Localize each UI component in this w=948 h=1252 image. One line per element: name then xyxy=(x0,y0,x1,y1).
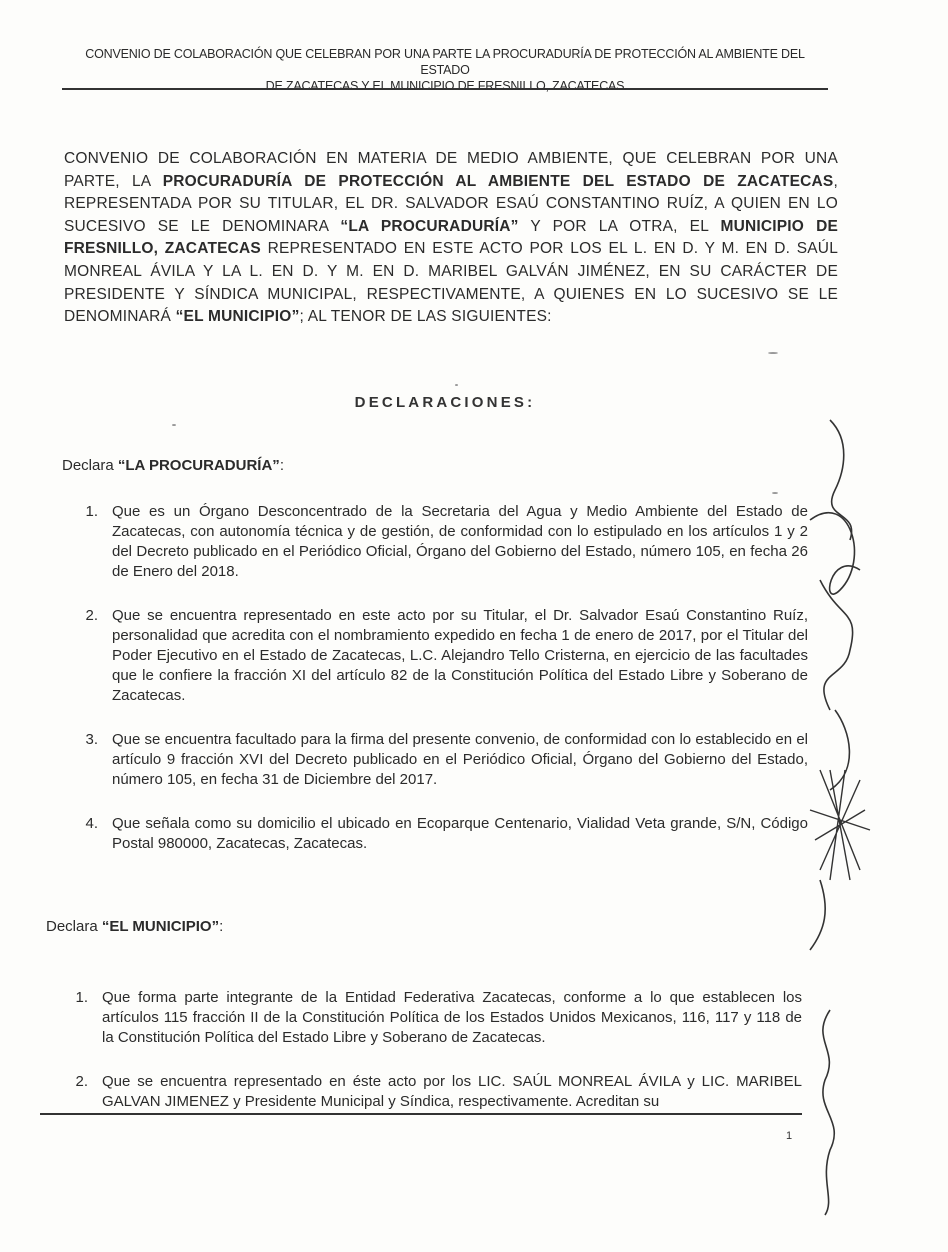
intro-bold-municipio-fresnillo: MUNICIPIO DE FRESNILLO, ZACATECAS xyxy=(64,217,838,258)
list-item xyxy=(72,502,808,582)
declaraciones-title: DECLARACIONES: xyxy=(354,394,536,411)
intro-bold-procuraduria: PROCURADURÍA DE PROTECCIÓN AL AMBIENTE DEL ESTADO DE ZACATECAS xyxy=(162,172,834,190)
item-number: 1. xyxy=(85,503,98,520)
scan-speck xyxy=(172,424,176,426)
item-text: Que se encuentra representado en éste acto por los LIC. SAÚL MONREAL ÁVILA y LIC. MARIBEL GALVAN JIMENEZ y Presidente Municipal y Síndica, respectivamente. Acreditan su xyxy=(102,1073,802,1110)
intro-paragraph xyxy=(64,148,838,329)
item-text: Que se encuentra facultado para la firma del presente convenio, de conformidad con lo establecido en el artículo 9 fracción XVI del Decreto publicado en el Periódico Oficial, Órgano del Gobierno del Estado, número 105, en fecha 31 de Diciembre del 2017. xyxy=(112,731,808,788)
list-item xyxy=(72,730,808,790)
declara-prefix: Declara xyxy=(46,918,102,935)
item-number: 2. xyxy=(85,607,98,624)
procuraduria-list xyxy=(72,502,808,878)
scan-speck xyxy=(768,352,778,354)
scan-speck xyxy=(772,492,778,494)
municipio-list xyxy=(62,988,802,1112)
item-number: 3. xyxy=(85,731,98,748)
item-number: 1. xyxy=(75,989,88,1006)
declara-procuraduria-name: “LA PROCURADURÍA” xyxy=(117,457,280,474)
list-item xyxy=(72,814,808,854)
header-rule xyxy=(62,88,828,90)
header-line-2: DE ZACATECAS Y EL MUNICIPIO DE FRESNILLO, ZACATECAS xyxy=(265,79,625,93)
intro-text-4: REPRESENTADO EN ESTE ACTO POR LOS EL L. EN D. Y M. EN D. SAÚL MONREAL ÁVILA Y LA L. EN D. Y M. EN D. MARIBEL GALVÁN JIMÉNEZ, EN SU CARÁCTER DE PRESIDENTE Y SÍNDICA MUNICIPAL, RESPECTIVAMENTE, A QUIENES EN LO SUCESIVO SE LE DENOMINARÁ xyxy=(64,240,839,326)
document-header xyxy=(60,46,830,94)
declara-suffix: : xyxy=(279,457,284,474)
item-text: Que forma parte integrante de la Entidad Federativa Zacatecas, conforme a lo que establecen los artículos 115 fracción II de la Constitución Política de los Estados Unidos Mexicanos, 116, 117 y 118 de la Constitución Política del Estado Libre y Soberano de Zacatecas. xyxy=(102,989,802,1046)
page-number: 1 xyxy=(786,1130,793,1142)
declara-suffix: : xyxy=(219,918,224,935)
intro-bold-el-municipio: “EL MUNICIPIO” xyxy=(175,308,300,326)
intro-bold-la-procuraduria: “LA PROCURADURÍA” xyxy=(340,217,519,235)
list-item xyxy=(62,988,802,1048)
item-number: 4. xyxy=(85,815,98,832)
intro-text-3: Y POR LA OTRA, EL xyxy=(518,217,721,235)
item-text: Que es un Órgano Desconcentrado de la Secretaria del Agua y Medio Ambiente del Estado de Zacatecas, con autonomía técnica y de gestión, de conformidad con lo estipulado en los artículos 1 y 2 del Decreto publicado en el Periódico Oficial, Órgano del Gobierno del Estado, número 105, en fecha 26 de Enero del 2018. xyxy=(112,503,808,580)
list-item xyxy=(72,606,808,706)
item-text: Que se encuentra representado en este acto por su Titular, el Dr. Salvador Esaú Constantino Ruíz, personalidad que acredita con el nombramiento expedido en fecha 1 de enero de 2017, por el Titular del Poder Ejecutivo en el Estado de Zacatecas, L.C. Alejandro Tello Cristerna, en ejercicio de las facultades que le confiere la fracción XI del artículo 82 de la Constitución Política del Estado Libre y Soberano de Zacatecas. xyxy=(112,607,808,704)
item-text: Que señala como su domicilio el ubicado en Ecoparque Centenario, Vialidad Veta grande, S/N, Código Postal 980000, Zacatecas, Zacatecas. xyxy=(112,815,808,852)
item-number: 2. xyxy=(75,1073,88,1090)
footer-rule xyxy=(40,1113,802,1115)
margin-signature-scribble xyxy=(790,410,940,970)
declara-prefix: Declara xyxy=(62,457,118,474)
declara-municipio-heading xyxy=(46,918,223,935)
intro-text-1: CONVENIO DE COLABORACIÓN EN MATERIA DE MEDIO AMBIENTE, QUE CELEBRAN POR UNA PARTE, LA xyxy=(64,150,838,190)
declara-procuraduria-heading xyxy=(62,457,284,474)
list-item xyxy=(62,1072,802,1112)
intro-text-5: ; AL TENOR DE LAS SIGUIENTES: xyxy=(299,308,552,326)
margin-initials-scribble xyxy=(800,990,860,1220)
intro-text-2: , REPRESENTADA POR SU TITULAR, EL DR. SALVADOR ESAÚ CONSTANTINO RUÍZ, A QUIEN EN LO SUCESIVO SE LE DENOMINARA xyxy=(64,172,838,235)
header-line-1: CONVENIO DE COLABORACIÓN QUE CELEBRAN POR UNA PARTE LA PROCURADURÍA DE PROTECCIÓN AL AMBIENTE DEL ESTADO xyxy=(85,47,805,77)
scan-speck xyxy=(455,384,458,386)
declara-municipio-name: “EL MUNICIPIO” xyxy=(101,918,220,935)
